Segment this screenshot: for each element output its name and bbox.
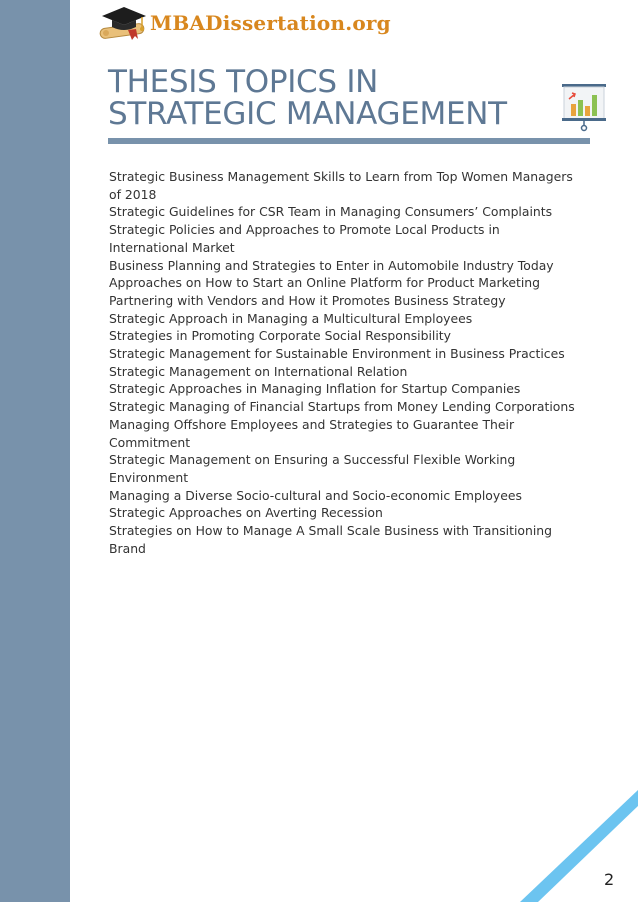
list-item: Strategic Guidelines for CSR Team in Managing Consumers’ Complaints [109,204,553,220]
list-item: Strategic Management on International Relation [109,363,408,379]
left-sidebar-band [0,0,70,902]
list-item: Strategic Approach in Managing a Multicultural Employees [109,310,473,326]
list-item: Managing a Diverse Socio-cultural and Socio-economic Employees [109,487,522,503]
list-item: Strategies in Promoting Corporate Social Responsibility [109,328,451,344]
graduation-cap-icon [98,4,150,44]
title-line-1: THESIS TOPICS IN [108,64,379,100]
list-item: Strategic Approaches in Managing Inflation for Startup Companies [109,381,521,397]
list-item: Partnering with Vendors and How it Promotes Business Strategy [109,292,506,308]
corner-stripe-decoration [520,790,638,902]
title-divider [108,138,590,144]
page-title [108,66,548,130]
list-item: Strategies on How to Manage A Small Scale Business with Transitioning Brand [109,523,553,556]
list-item: Business Planning and Strategies to Enter in Automobile Industry Today [109,257,554,273]
brand-name: MBADissertation.org [150,11,391,35]
list-item: Strategic Policies and Approaches to Promote Local Products in International Market [109,222,500,255]
page-number: 2 [604,870,615,889]
list-item: Strategic Management on Ensuring a Successful Flexible Working Environment [109,452,516,485]
list-item: Managing Offshore Employees and Strategies to Guarantee Their Commitment [109,416,515,450]
list-item: Strategic Management for Sustainable Environment in Business Practices [109,346,565,362]
list-item: Approaches on How to Start an Online Platform for Product Marketing [109,275,541,291]
topic-list [109,168,579,557]
brand-logo[interactable] [98,4,398,44]
title-line-2: STRATEGIC MANAGEMENT [108,96,507,132]
list-item: Strategic Approaches on Averting Recession [109,505,383,521]
list-item: Strategic Managing of Financial Startups from Money Lending Corporations [109,399,575,415]
list-item: Strategic Business Management Skills to Learn from Top Women Managers of 2018 [109,169,573,202]
presentation-chart-icon [560,82,608,132]
